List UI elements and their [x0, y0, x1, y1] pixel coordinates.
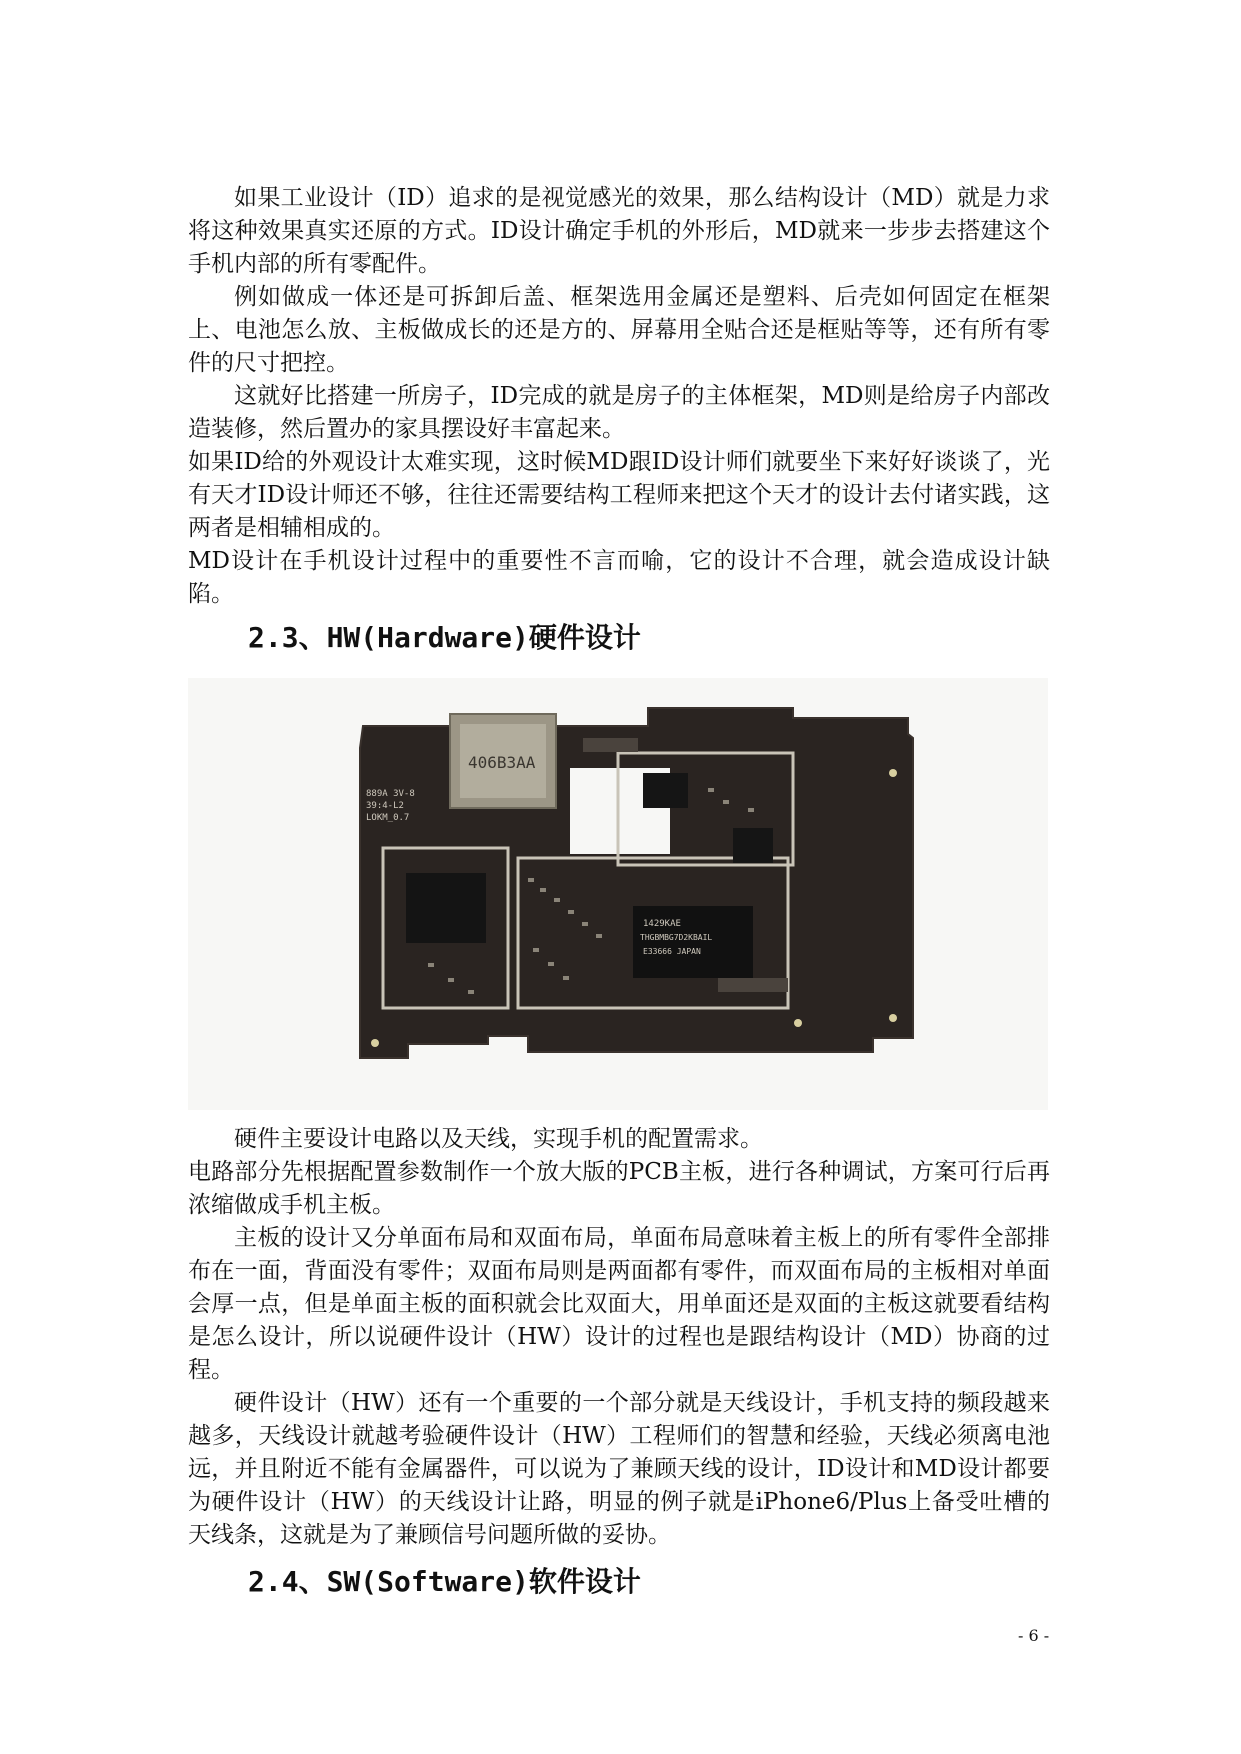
silk-text-2: 39:4-L2: [366, 801, 404, 811]
paragraph-layout-types: 主板的设计又分单面布局和双面布局，单面布局意味着主板上的所有零件全部排布在一面，背面没有零件；双面布局则是两面都有零件，而双面布局的主板相对单面会厚一点，但是单面主板的面积就会比双面大，用单面还是双面的主板这就要看结构是怎么设计，所以说硬件设计（HW）设计的过程也是跟结构设计（MD）协商的过程。: [188, 1225, 1050, 1383]
paragraph-pcb-process: 电路部分先根据配置参数制作一个放大版的PCB主板，进行各种调试，方案可行后再浓缩做成手机主板。: [188, 1159, 1050, 1218]
silk-text-3: LOKM_0.7: [366, 813, 410, 823]
pcb-illustration: [188, 678, 1048, 1110]
chip-text-1: 1429KAE: [643, 919, 681, 929]
sim-label-text: 406B3AA: [468, 753, 536, 772]
pcb-mainboard-photo: [188, 678, 1048, 1110]
page-number: - 6 -: [1018, 1626, 1050, 1645]
chip-processor: [406, 873, 486, 943]
section-heading-sw: 2.4、SW(Software)软件设计: [248, 1565, 641, 1598]
chip-pmic: [733, 828, 773, 863]
silk-text-1: 889A 3V-8: [366, 789, 415, 799]
connector-top: [583, 738, 638, 752]
chip-rf: [643, 773, 688, 808]
paragraph-antenna-design: 硬件设计（HW）还有一个重要的一个部分就是天线设计，手机支持的频段越来越多，天线设计就越考验硬件设计（HW）工程师们的智慧和经验，天线必须离电池远，并且附近不能有金属器件，可以说为了兼顾天线的设计，ID设计和MD设计都要为硬件设计（HW）的天线设计让路，明显的例子就是iPhone6/Plus上备受吐槽的天线条，这就是为了兼顾信号问题所做的妥协。: [188, 1390, 1050, 1548]
paragraph-cooperation: 如果ID给的外观设计太难实现，这时候MD跟ID设计师们就要坐下来好好谈谈了，光有天才ID设计师还不够，往往还需要结构工程师来把这个天才的设计去付诸实践，这两者是相辅相成的。: [188, 449, 1050, 541]
section-heading-hw: 2.3、HW(Hardware)硬件设计: [248, 621, 641, 654]
paragraph-md-examples: 例如做成一体还是可拆卸后盖、框架选用金属还是塑料、后壳如何固定在框架上、电池怎么放、主板做成长的还是方的、屏幕用全贴合还是框贴等等，还有所有零件的尺寸把控。: [188, 284, 1050, 376]
chip-memory: [633, 906, 753, 978]
paragraph-hw-intro: 硬件主要设计电路以及天线，实现手机的配置需求。: [234, 1126, 763, 1152]
paragraph-house-analogy: 这就好比搭建一所房子，ID完成的就是房子的主体框架，MD则是给房子内部改造装修，然后置办的家具摆设好丰富起来。: [188, 383, 1050, 442]
connector-bottom: [718, 978, 788, 992]
paragraph-id-vs-md: 如果工业设计（ID）追求的是视觉感光的效果，那么结构设计（MD）就是力求将这种效果真实还原的方式。ID设计确定手机的外形后，MD就来一步步去搭建这个手机内部的所有零配件。: [188, 185, 1050, 277]
paragraph-md-importance: MD设计在手机设计过程中的重要性不言而喻，它的设计不合理，就会造成设计缺陷。: [188, 548, 1050, 607]
chip-text-3: E33666 JAPAN: [643, 947, 701, 956]
chip-text-2: THGBMBG7D2KBAIL: [640, 933, 713, 942]
